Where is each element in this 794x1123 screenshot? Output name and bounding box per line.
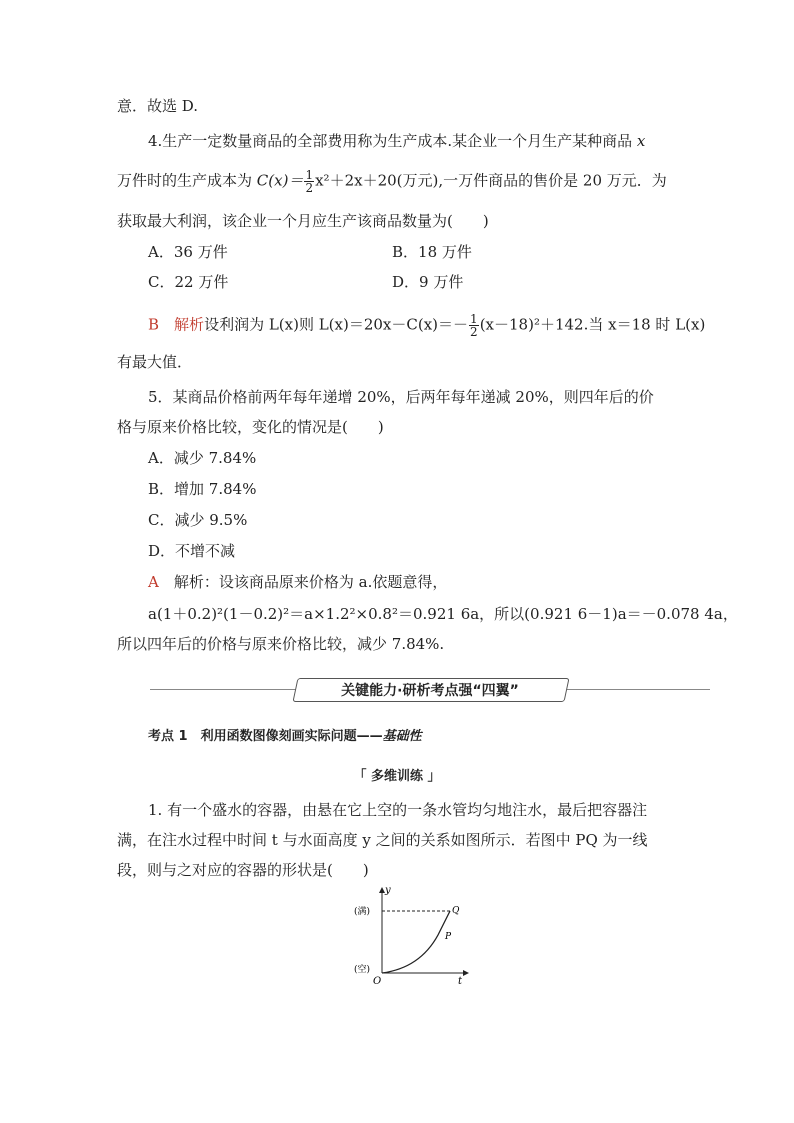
q4-option-b: B．18 万件 — [392, 243, 472, 261]
q5-solution-label: 解析 — [173, 573, 204, 591]
q5-option-b: B．增加 7.84% — [148, 480, 257, 498]
empty-label: (空) — [354, 965, 371, 975]
banner-rule-left — [150, 689, 300, 690]
q4-option-a: A．36 万件 — [148, 243, 228, 261]
x-axis-label: t — [458, 976, 463, 987]
q4-stem-line-1: 4.生产一定数量商品的全部费用称为生产成本.某企业一个月生产某种商品 x — [148, 132, 646, 150]
q4-solution-line-1: B 解析设利润为 L(x)则 L(x)＝20x－C(x)＝－ $\frac{1}{2}$ (x－18)²＋142.当 x＝18 时 L(x) — [148, 312, 706, 339]
q4-stem-line-3: 获取最大利润，该企业一个月应生产该商品数量为( ) — [117, 212, 489, 230]
q1-stem-line-1: 1. 有一个盛水的容器，由悬在它上空的一条水管均匀地注水，最后把容器注 — [148, 801, 648, 819]
water-height-graph — [350, 880, 480, 990]
point-q-label: Q — [452, 906, 460, 916]
q5-option-d: D．不增不减 — [148, 542, 236, 560]
banner-title: 关键能力·研析考点强“四翼” — [341, 683, 519, 699]
q5-stem-line-2: 格与原来价格比较，变化的情况是( ) — [117, 418, 384, 436]
q5-solution-line-3: 所以四年后的价格与原来价格比较，减少 7.84%. — [117, 635, 445, 653]
fraction-half: $\frac{1}{2}$ — [305, 168, 314, 195]
water-curve — [382, 911, 450, 973]
fraction-half-solution: $\frac{1}{2}$ — [470, 312, 478, 339]
q4-answer: B — [148, 315, 160, 334]
full-label: (满) — [354, 907, 371, 917]
q5-stem-line-1: 5．某商品价格前两年每年递增 20%，后两年每年递减 20%，则四年后的价 — [148, 388, 654, 406]
previous-answer-line: 意．故选 D. — [117, 97, 199, 115]
point-p-label: P — [445, 932, 452, 942]
q5-answer: A — [148, 573, 159, 591]
y-axis-label: y — [385, 885, 391, 896]
q4-option-c: C．22 万件 — [148, 273, 229, 291]
duowei-heading: 「 多维训练 」 — [353, 769, 441, 784]
section-banner — [150, 678, 710, 702]
q1-stem-line-3: 段，则与之对应的容器的形状是( ) — [117, 861, 369, 879]
q5-solution-line-2: a(1＋0.2)²(1－0.2)²＝a×1.2²×0.8²＝0.921 6a，所以(0.921 6－1)a＝－0.078 4a， — [148, 605, 738, 623]
q4-stem-line-2: 万件时的生产成本为 C(x)＝ $\frac{1}{2}$ x²＋2x＋20(万元),一万件商品的售价是 20 万元．为 — [117, 168, 667, 195]
q5-option-a: A．减少 7.84% — [148, 449, 257, 467]
q1-stem-line-2: 满，在注水过程中时间 t 与水面高度 y 之间的关系如图所示．若图中 PQ 为一线 — [117, 831, 648, 849]
q5-option-c: C．减少 9.5% — [148, 511, 248, 529]
q4-option-d: D．9 万件 — [392, 273, 464, 291]
q5-solution-line-1: A 解析：设该商品原来价格为 a.依题意得， — [148, 573, 448, 591]
kaodian-heading: 考点 1 利用函数图像刻画实际问题——基础性 — [148, 729, 422, 744]
q4-solution-line-2: 有最大值． — [117, 353, 193, 371]
banner-rule-right — [560, 689, 710, 690]
origin-label: O — [373, 976, 382, 987]
q4-solution-label: 解析 — [174, 315, 205, 334]
